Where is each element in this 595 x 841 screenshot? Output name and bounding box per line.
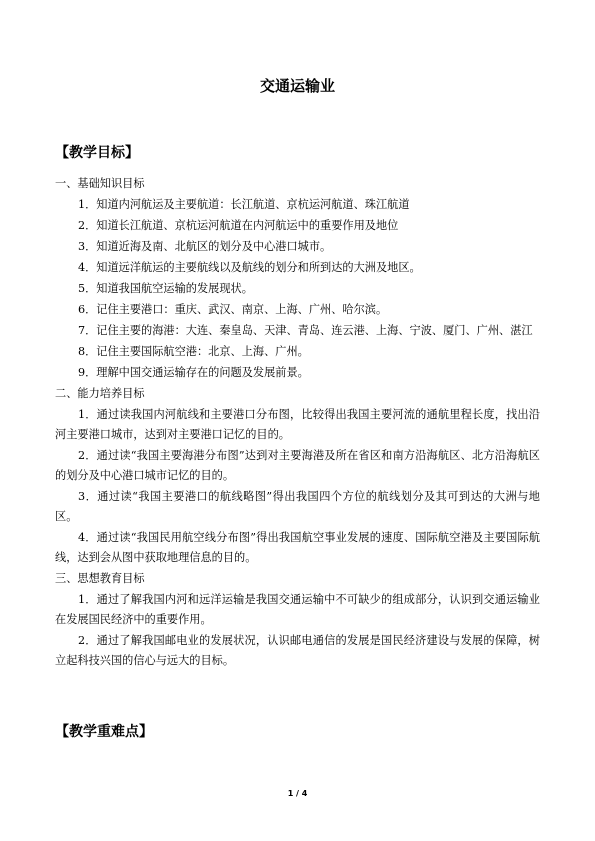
- objectives-heading: 【教学目标】: [55, 145, 139, 161]
- list-item: 5．知道我国航空运输的发展现状。: [78, 282, 253, 295]
- list-item: 4．知道远洋航运的主要航线以及航线的划分和所到达的大洲及地区。: [78, 261, 421, 274]
- list-item: 8．记住主要国际航空港：北京、上海、广州。: [78, 345, 309, 358]
- list-item: 2．知道长江航道、京杭运河航道在内河航运中的重要作用及地位: [78, 219, 399, 232]
- page-title: 交通运输业: [259, 77, 335, 95]
- key-points-heading: 【教学重难点】: [55, 724, 153, 740]
- list-item: 3．通过读“我国主要港口的航线略图”得出我国四个方位的航线划分及其可到达的大洲与地区。: [55, 490, 540, 523]
- section-heading-basic: 一、基础知识目标: [55, 177, 145, 190]
- list-item: 3．知道近海及南、北航区的划分及中心港口城市。: [78, 240, 332, 253]
- list-item: 2．通过读“我国主要海港分布图”达到对主要海港及所在省区和南方沿海航区、北方沿海航区的划分及中心港口城市记忆的目的。: [55, 449, 540, 482]
- section-heading-moral: 三、思想教育目标: [55, 572, 145, 585]
- list-item: 1．通过读我国内河航线和主要港口分布图，比较得出我国主要河流的通航里程长度，找出沿河主要港口城市，达到对主要港口记忆的目的。: [55, 408, 540, 441]
- list-item: 7．记住主要的海港：大连、秦皇岛、天津、青岛、连云港、上海、宁波、厦门、广州、湛江: [78, 324, 533, 337]
- list-item: 4．通过读“我国民用航空线分布图”得出我国航空事业发展的速度、国际航空港及主要国际航线，达到会从图中获取地理信息的目的。: [55, 531, 540, 564]
- list-item: 1．知道内河航运及主要航道：长江航道、京杭运河航道、珠江航道: [78, 198, 410, 211]
- list-item: 2．通过了解我国邮电业的发展状况，认识邮电通信的发展是国民经济建设与发展的保障，树立起科技兴国的信心与远大的目标。: [55, 634, 540, 667]
- page-number: 1 / 4: [287, 789, 308, 798]
- list-item: 1．通过了解我国内河和远洋运输是我国交通运输中不可缺少的组成部分，认识到交通运输业在发展国民经济中的重要作用。: [55, 593, 540, 626]
- list-item: 6．记住主要港口：重庆、武汉、南京、上海、广州、哈尔滨。: [78, 303, 388, 316]
- objectives-body: [55, 174, 540, 671]
- list-item: 9．理解中国交通运输存在的问题及发展前景。: [78, 366, 309, 379]
- section-heading-ability: 二、能力培养目标: [55, 387, 145, 400]
